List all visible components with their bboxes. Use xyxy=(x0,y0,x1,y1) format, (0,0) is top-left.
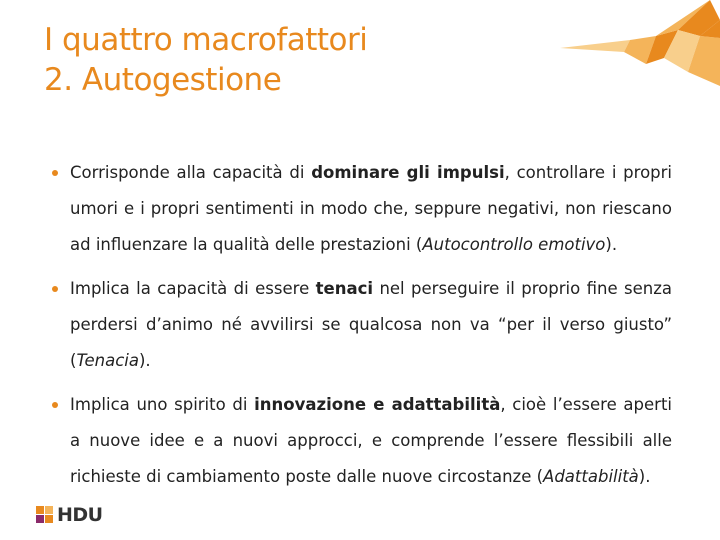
hdu-logo-mark-icon xyxy=(36,506,54,524)
text-segment: , cioè l’essere aperti a nuove idee e a nuovi approcci, e comprende l’essere flessibili alle richieste di cambiamento poste dalle nuove circostanze ( xyxy=(70,395,672,486)
title-line-2: 2. Autogestione xyxy=(44,62,282,98)
bullet-list xyxy=(52,155,672,503)
bullet-text xyxy=(70,395,672,486)
text-segment: ). xyxy=(638,467,651,486)
bullet-text xyxy=(70,279,672,370)
text-segment: ). xyxy=(605,235,618,254)
italic-text: Autocontrollo emotivo xyxy=(422,235,606,254)
bullet-dot xyxy=(52,286,58,292)
text-segment: ). xyxy=(138,351,151,370)
text-segment: nel perseguire il proprio fine senza perdersi d’animo né avvilirsi se qualcosa non va “per il verso giusto” ( xyxy=(70,279,672,370)
bullet-dot xyxy=(52,170,58,176)
origami-bird-decoration xyxy=(560,0,720,100)
bullet-dot xyxy=(52,402,58,408)
italic-text: Adattabilità xyxy=(543,467,639,486)
bold-text: tenaci xyxy=(315,279,374,298)
text-segment: Implica uno spirito di xyxy=(70,395,255,414)
text-segment: Implica la capacità di essere xyxy=(70,279,316,298)
bold-text: innovazione e adattabilità xyxy=(254,395,501,414)
text-segment: Corrisponde alla capacità di xyxy=(70,163,312,182)
italic-text: Tenacia xyxy=(76,351,139,370)
bullet-item xyxy=(52,155,672,263)
title-line-1: I quattro macrofattori xyxy=(44,22,368,58)
bullet-text xyxy=(70,163,672,254)
bullet-item xyxy=(52,271,672,379)
text-segment: , controllare i propri umori e i propri sentimenti in modo che, seppure negativi, non riescano ad influenzare la qualità delle prestazioni ( xyxy=(70,163,673,254)
hdu-logo-text: HDU xyxy=(57,504,103,526)
bold-text: dominare gli impulsi xyxy=(311,163,505,182)
slide-title xyxy=(44,20,367,100)
hdu-logo xyxy=(36,504,103,526)
bullet-item xyxy=(52,387,672,495)
